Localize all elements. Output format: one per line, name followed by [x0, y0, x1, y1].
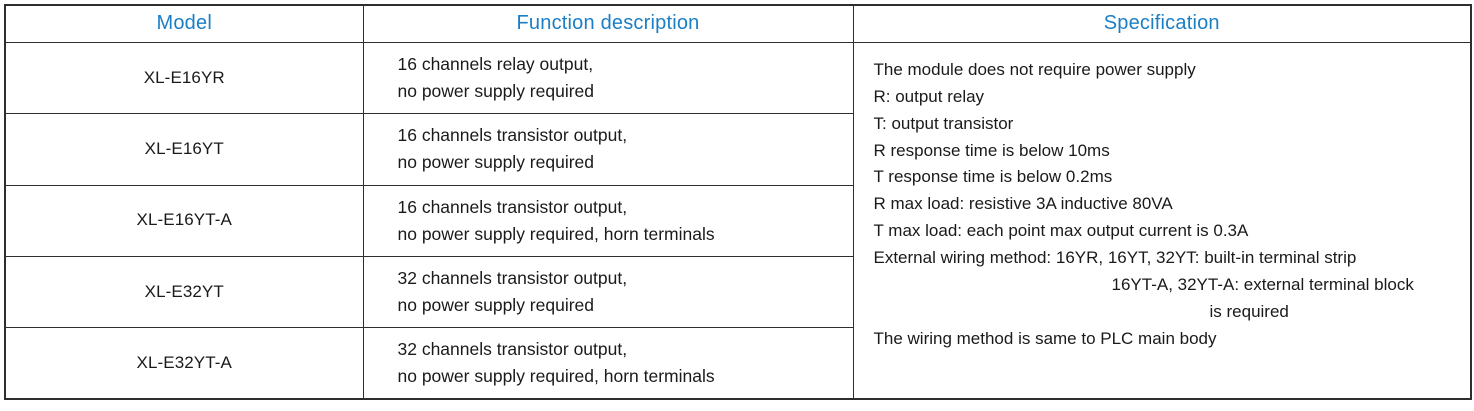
- specification-line: R max load: resistive 3A inductive 80VA: [873, 194, 1173, 214]
- specification-line: 16YT-A, 32YT-A: external terminal block: [1111, 274, 1414, 294]
- function-line: no power supply required: [397, 152, 595, 173]
- cell-function-description: [363, 256, 853, 327]
- specification-line: T response time is below 0.2ms: [873, 167, 1113, 187]
- cell-specification: [853, 43, 1471, 400]
- function-line: no power supply required: [397, 81, 595, 102]
- cell-model: XL-E32YT-A: [5, 328, 363, 400]
- function-line: no power supply required: [397, 294, 595, 315]
- cell-model: XL-E16YR: [5, 43, 363, 114]
- specification-line: The module does not require power supply: [873, 60, 1196, 79]
- specification-line: R: output relay: [873, 86, 985, 106]
- table-row: [5, 43, 1471, 114]
- cell-model: XL-E16YT: [5, 114, 363, 185]
- function-line: 16 channels relay output,: [397, 54, 594, 74]
- cell-model: XL-E32YT: [5, 256, 363, 327]
- specification-line: is required: [1209, 301, 1289, 321]
- column-header-model: Model: [5, 5, 363, 43]
- specification-line: T max load: each point max output current is 0.3A: [873, 221, 1249, 241]
- header-row: [5, 5, 1471, 43]
- module-specification-table: [4, 4, 1472, 400]
- specification-line: External wiring method: 16YR, 16YT, 32YT: built-in terminal strip: [873, 248, 1357, 268]
- cell-function-description: [363, 114, 853, 185]
- function-line: no power supply required, horn terminals: [397, 366, 715, 387]
- column-header-function-description: Function description: [363, 5, 853, 43]
- cell-model: XL-E16YT-A: [5, 185, 363, 256]
- column-header-specification: Specification: [853, 5, 1471, 43]
- function-line: 16 channels transistor output,: [397, 196, 628, 217]
- function-line: 32 channels transistor output,: [397, 339, 628, 359]
- function-line: 16 channels transistor output,: [397, 125, 628, 146]
- cell-function-description: [363, 328, 853, 400]
- table-body: [5, 43, 1471, 400]
- specification-line: R response time is below 10ms: [873, 140, 1110, 160]
- function-line: no power supply required, horn terminals: [397, 223, 715, 244]
- function-line: 32 channels transistor output,: [397, 267, 628, 288]
- specification-line: The wiring method is same to PLC main body: [873, 328, 1217, 348]
- cell-function-description: [363, 185, 853, 256]
- specification-line: T: output transistor: [873, 113, 1014, 133]
- cell-function-description: [363, 43, 853, 114]
- table-header: [5, 5, 1471, 43]
